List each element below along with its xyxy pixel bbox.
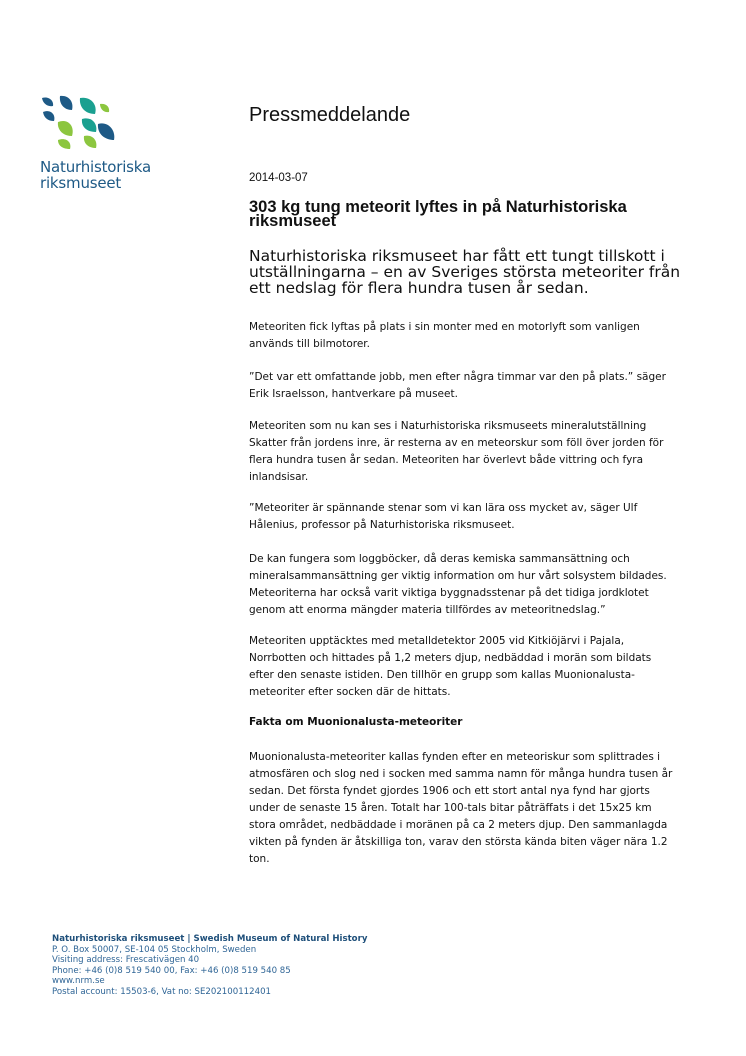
lead-line: utställningarna – en av Sveriges största meteoriter från — [249, 263, 681, 281]
paragraph-line: stora området, nedbäddade i moränen på ca 2 meters djup. Den sammanlagda — [249, 819, 668, 831]
footer-website-link[interactable]: www.nrm.se — [52, 976, 105, 987]
paragraph-line: används till bilmotorer. — [249, 338, 371, 350]
paragraph-line: inlandsisar. — [249, 471, 309, 483]
lead-paragraph — [249, 248, 689, 296]
paragraph-line: Erik Israelsson, hantverkare på museet. — [249, 388, 458, 400]
paragraph-line: genom att enorma mängder materia tillfördes av meteoritnedslag.” — [249, 604, 606, 616]
body-paragraph — [249, 418, 679, 486]
paragraph-line: mineralsammansättning ger viktig information om hur vårt solsystem bildades. — [249, 570, 667, 582]
press-date: 2014-03-07 — [249, 172, 308, 184]
paragraph-line: Meteoriterna har också varit viktiga byggnadsstenar på det tidiga jordklotet — [249, 587, 649, 599]
footer-org: Naturhistoriska riksmuseet | Swedish Museum of Natural History — [52, 934, 368, 944]
paragraph-line: ton. — [249, 853, 270, 865]
paragraph-line: efter den senaste istiden. Den tillhör en grupp som kallas Muonionalusta- — [249, 669, 635, 681]
footer-postal-account: Postal account: 15503-6, Vat no: SE202100112401 — [52, 986, 272, 997]
paragraph-line: under de senaste 15 åren. Totalt har 100-tals bitar påträffats i det 15x25 km — [249, 802, 652, 814]
headline — [249, 200, 689, 228]
body-paragraph — [249, 551, 679, 619]
footer-address: P. O. Box 50007, SE-104 05 Stockholm, Sweden — [52, 944, 257, 955]
fact-heading: Fakta om Muonionalusta-meteoriter — [249, 716, 463, 728]
headline-line: 303 kg tung meteorit lyftes in på Naturhistoriska — [249, 198, 627, 216]
museum-logo-text — [40, 159, 151, 191]
paragraph-line: ”Det var ett omfattande jobb, men efter några timmar var den på plats.” säger — [249, 371, 666, 383]
paragraph-line: meteoriter efter socken där de hittats. — [249, 686, 451, 698]
lead-line: Naturhistoriska riksmuseet har fått ett tungt tillskott i — [249, 247, 665, 265]
body-paragraph — [249, 369, 679, 403]
paragraph-line: flera hundra tusen år sedan. Meteoriten har överlevt både vittring och fyra — [249, 454, 644, 466]
paragraph-line: vikten på fynden är åtskilliga ton, varav den största kända biten väger nära 1.2 — [249, 836, 668, 848]
body-paragraph — [249, 500, 679, 534]
footer-visiting-address: Visiting address: Frescativägen 40 — [52, 955, 200, 966]
logo-line-2: riksmuseet — [40, 174, 122, 192]
paragraph-line: Meteoriten upptäcktes med metalldetektor 2005 vid Kitkiöjärvi i Pajala, — [249, 635, 625, 647]
body-paragraph — [249, 633, 679, 701]
paragraph-line: Muonionalusta-meteoriter kallas fynden efter en meteoriskur som splittrades i — [249, 751, 661, 763]
paragraph-line: atmosfären och slog ned i socken med samma namn för många hundra tusen år — [249, 768, 673, 780]
museum-logo-icon — [40, 94, 120, 150]
paragraph-line: Skatter från jordens inre, är resterna av en meteorskur som föll över jorden för — [249, 437, 664, 449]
paragraph-line: ”Meteoriter är spännande stenar som vi kan lära oss mycket av, säger Ulf — [249, 502, 638, 514]
footer-phone: Phone: +46 (0)8 519 540 00, Fax: +46 (0)8 519 540 85 — [52, 965, 291, 976]
paragraph-line: Meteoriten fick lyftas på plats i sin monter med en motorlyft som vanligen — [249, 321, 640, 333]
paragraph-line: Meteoriten som nu kan ses i Naturhistoriska riksmuseets mineralutställning — [249, 420, 647, 432]
paragraph-line: Hålenius, professor på Naturhistoriska riksmuseet. — [249, 519, 515, 531]
paragraph-line: sedan. Det första fyndet gjordes 1906 och ett stort antal nya fynd har gjorts — [249, 785, 650, 797]
paragraph-line: De kan fungera som loggböcker, då deras kemiska sammansättning och — [249, 553, 630, 565]
paragraph-line: Norrbotten och hittades på 1,2 meters djup, nedbäddad i morän som bildats — [249, 652, 652, 664]
headline-line: riksmuseet — [249, 212, 337, 230]
body-paragraph — [249, 319, 679, 353]
footer — [52, 934, 367, 998]
lead-line: ett nedslag för flera hundra tusen år sedan. — [249, 279, 589, 297]
fact-paragraph — [249, 749, 679, 868]
document-type: Pressmeddelande — [249, 104, 411, 126]
logo-line-1: Naturhistoriska — [40, 158, 152, 176]
